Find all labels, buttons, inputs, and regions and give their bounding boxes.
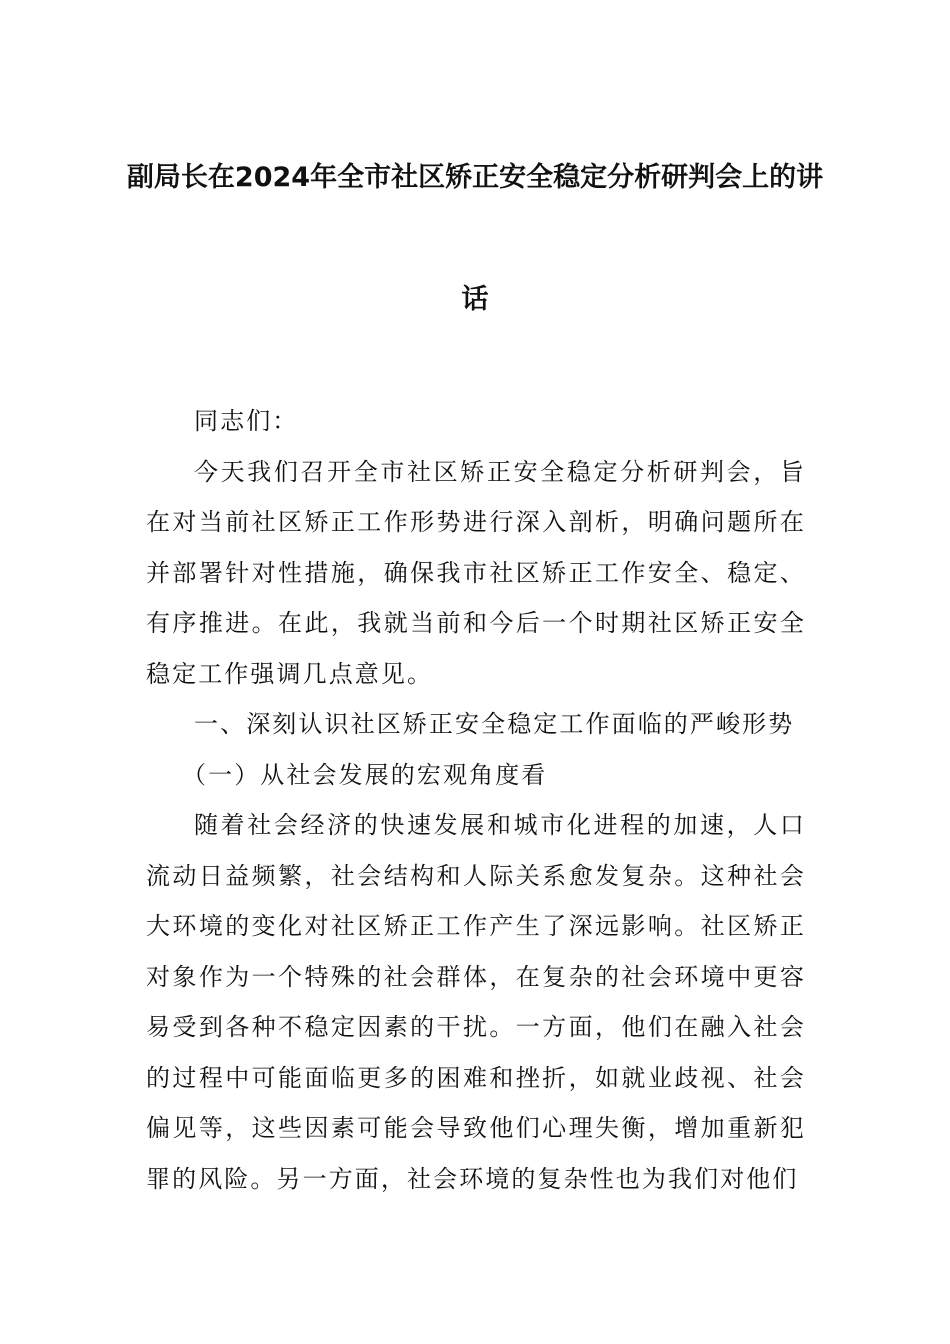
subsection-heading-1: （一）从社会发展的宏观角度看	[182, 760, 548, 789]
paragraph-body-1: 随着社会经济的快速发展和城市化进程的加速，人口流动日益频繁，社会结构和人际关系愈发复杂。这种社会大环境的变化对社区矫正工作产生了深远影响。社区矫正对象作为一个特殊的社会群体，在复杂的社会环境中更容易受到各种不稳定因素的干扰。一方面，他们在融入社会的过程中可能面临更多的困难和挫折，如就业歧视、社会偏见等，这些因素可能会导致他们心理失衡，增加重新犯罪的风险。另一方面，社会环境的复杂性也为我们对他们	[146, 811, 806, 1193]
section-heading-1: 一、深刻认识社区矫正安全稳定工作面临的严峻形势	[194, 710, 795, 738]
document-title-line-1: 副局长在2024年全市社区矫正安全稳定分析研判会上的讲	[126, 162, 824, 193]
paragraph-intro: 今天我们召开全市社区矫正安全稳定分析研判会，旨在对当前社区矫正工作形势进行深入剖析，明确问题所在并部署针对性措施，确保我市社区矫正工作安全、稳定、有序推进。在此，我就当前和今后一个时期社区矫正安全稳定工作强调几点意见。	[146, 457, 806, 688]
document-body	[146, 396, 806, 1204]
salutation: 同志们：	[194, 407, 299, 435]
document-title-line-2: 话	[461, 284, 489, 315]
